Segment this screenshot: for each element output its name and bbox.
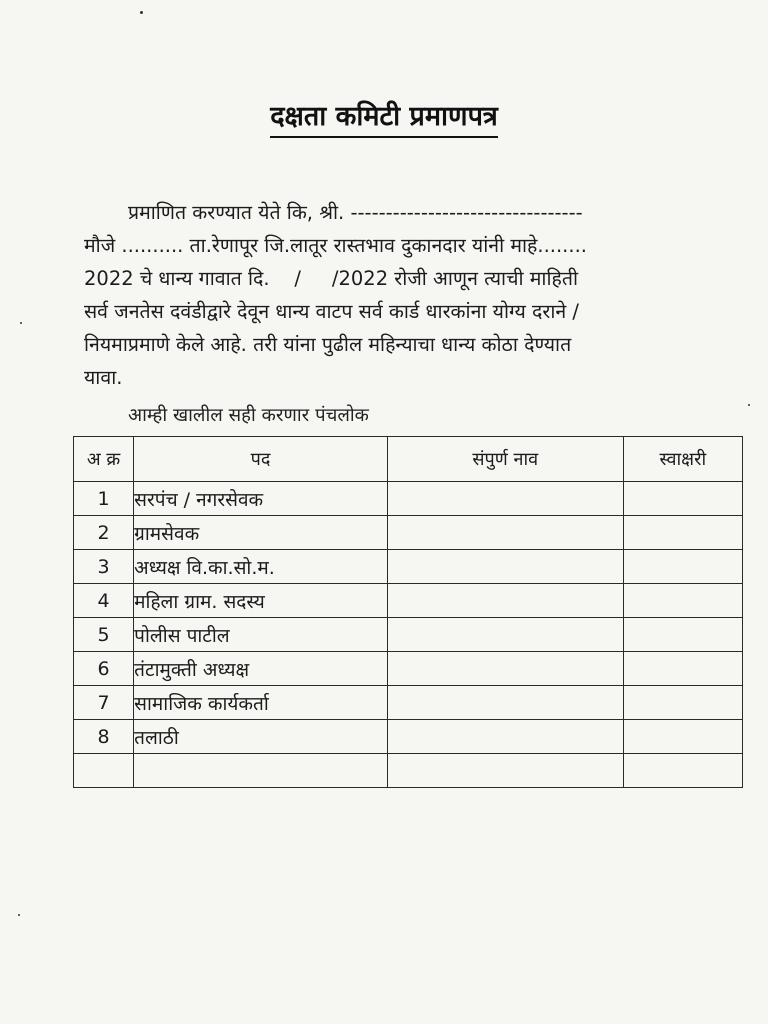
paragraph-line: नियमाप्रमाणे केले आहे. तरी यांना पुढील महिन्याचा धान्य कोठा देण्यात <box>84 333 572 356</box>
name-cell <box>387 754 623 788</box>
row-number: 7 <box>74 686 134 720</box>
row-post: सामाजिक कार्यकर्ता <box>134 686 388 720</box>
signature-cell <box>623 652 742 686</box>
row-number: 8 <box>74 720 134 754</box>
header-serial-no: अ क्र <box>74 437 134 482</box>
row-post <box>134 754 388 788</box>
row-post: पोलीस पाटील <box>134 618 388 652</box>
signature-cell <box>623 720 742 754</box>
name-cell <box>387 550 623 584</box>
row-number: 1 <box>74 482 134 516</box>
signature-cell <box>623 482 742 516</box>
row-post: तंटामुक्ती अध्यक्ष <box>134 652 388 686</box>
scan-speck <box>140 11 143 14</box>
row-post: सरपंच / नगरसेवक <box>134 482 388 516</box>
document-title: दक्षता कमिटी प्रमाणपत्र <box>0 96 768 133</box>
row-post: महिला ग्राम. सदस्य <box>134 584 388 618</box>
signatories-table <box>73 436 743 788</box>
paragraph-line: 2022 चे धान्य गावात दि. / /2022 रोजी आणून त्याची माहिती <box>84 267 579 290</box>
table-row <box>74 686 743 720</box>
row-post: तलाठी <box>134 720 388 754</box>
table-row <box>74 754 743 788</box>
paragraph-line: यावा. <box>84 366 123 389</box>
table-row <box>74 584 743 618</box>
paragraph-line: सर्व जनतेस दवंडीद्वारे देवून धान्य वाटप सर्व कार्ड धारकांना योग्य दराने / <box>84 300 579 323</box>
paragraph-line: प्रमाणित करण्यात येते कि, श्री. --------------------------------- <box>128 201 583 224</box>
row-number: 5 <box>74 618 134 652</box>
table-row <box>74 482 743 516</box>
name-cell <box>387 584 623 618</box>
name-cell <box>387 652 623 686</box>
table-row <box>74 516 743 550</box>
scan-speck <box>748 404 750 406</box>
name-cell <box>387 720 623 754</box>
table-row <box>74 720 743 754</box>
table-header-row <box>74 437 743 482</box>
row-post: ग्रामसेवक <box>134 516 388 550</box>
scan-speck <box>20 322 22 324</box>
row-number <box>74 754 134 788</box>
header-signature: स्वाक्षरी <box>623 437 742 482</box>
table-row <box>74 652 743 686</box>
name-cell <box>387 516 623 550</box>
signature-cell <box>623 618 742 652</box>
signature-cell <box>623 550 742 584</box>
row-number: 2 <box>74 516 134 550</box>
header-full-name: संपुर्ण नाव <box>387 437 623 482</box>
row-post: अध्यक्ष वि.का.सो.म. <box>134 550 388 584</box>
signature-cell <box>623 584 742 618</box>
name-cell <box>387 618 623 652</box>
paragraph-line: मौजे .......... ता.रेणापूर जि.लातूर रास्तभाव दुकानदार यांनी माहे........ <box>84 234 587 257</box>
name-cell <box>387 686 623 720</box>
scan-speck <box>18 914 20 916</box>
name-cell <box>387 482 623 516</box>
row-number: 3 <box>74 550 134 584</box>
signatories-heading: आम्ही खालील सही करणार पंचलोक <box>128 405 369 426</box>
row-number: 4 <box>74 584 134 618</box>
signature-cell <box>623 686 742 720</box>
signature-cell <box>623 516 742 550</box>
signature-cell <box>623 754 742 788</box>
row-number: 6 <box>74 652 134 686</box>
table-row <box>74 550 743 584</box>
certificate-paragraph <box>84 196 734 394</box>
table-row <box>74 618 743 652</box>
header-post: पद <box>134 437 388 482</box>
